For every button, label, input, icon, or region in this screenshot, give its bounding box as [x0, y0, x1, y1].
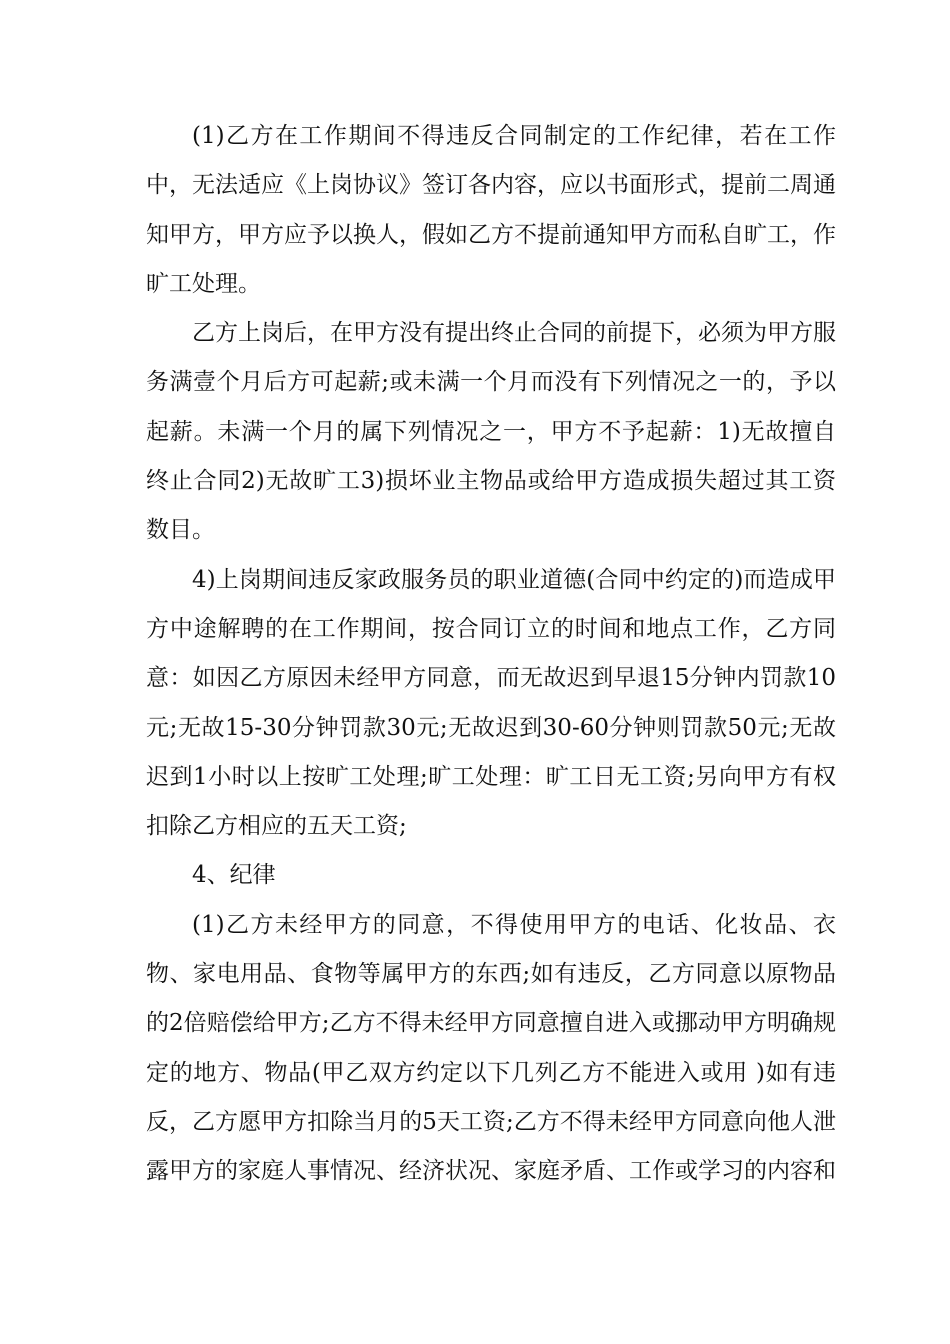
paragraph-salary-start: 乙方上岗后，在甲方没有提出终止合同的前提下，必须为甲方服务满壹个月后方可起薪;或未满一个月而没有下列情况之一的，予以起薪。未满一个月的属下列情况之一，甲方不予起薪：1)无故擅自终止合同2)无故旷工3)损坏业主物品或给甲方造成损失超过其工资数目。: [146, 320, 836, 544]
section-heading-discipline: 4、纪律: [192, 862, 276, 889]
paragraph-penalties: 4)上岗期间违反家政服务员的职业道德(合同中约定的)而造成甲方中途解聘的在工作期间，按合同订立的时间和地点工作，乙方同意：如因乙方原因未经甲方同意，而无故迟到早退15分钟内罚款10元;无故15-30分钟罚款30元;无故迟到30-60分钟则罚款50元;无故迟到1小时以上按旷工处理;旷工处理：旷工日无工资;另向甲方有权扣除乙方相应的五天工资;: [146, 566, 836, 840]
document-body: [146, 112, 836, 1197]
paragraph-discipline-rules: (1)乙方未经甲方的同意，不得使用甲方的电话、化妆品、衣物、家电用品、食物等属甲方的东西;如有违反，乙方同意以原物品的2倍赔偿给甲方;乙方不得未经甲方同意擅自进入或挪动甲方明确规定的地方、物品(甲乙双方约定以下几列乙方不能进入或用 )如有违反，乙方愿甲方扣除当月的5天工资;乙方不得未经甲方同意向他人泄露甲方的家庭人事情况、经济状况、家庭矛盾、工作或学习的内容和: [146, 911, 836, 1185]
paragraph-absence-rule: (1)乙方在工作期间不得违反合同制定的工作纪律，若在工作中，无法适应《上岗协议》签订各内容，应以书面形式，提前二周通知甲方，甲方应予以换人，假如乙方不提前通知甲方而私自旷工，作旷工处理。: [146, 123, 836, 297]
